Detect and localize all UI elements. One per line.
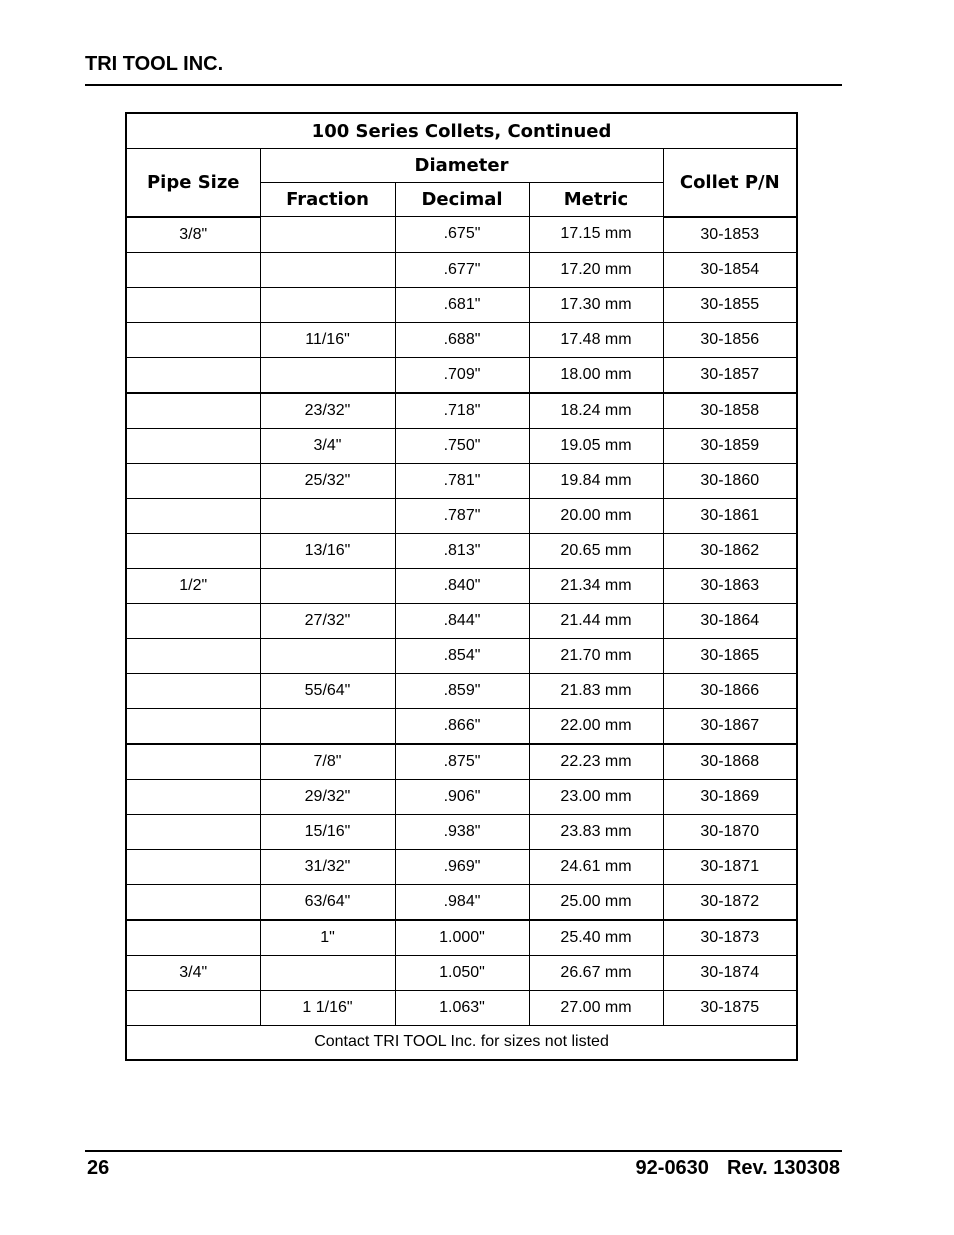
cell-pipe-size (126, 393, 260, 429)
cell-pipe-size: 3/4" (126, 955, 260, 990)
cell-collet-pn: 30-1854 (663, 252, 797, 287)
cell-collet-pn: 30-1873 (663, 920, 797, 956)
cell-fraction (260, 252, 395, 287)
cell-fraction: 7/8" (260, 744, 395, 780)
cell-decimal: .866" (395, 708, 529, 744)
cell-decimal: .675" (395, 217, 529, 253)
doc-revision (636, 1157, 840, 1180)
table-row (126, 814, 797, 849)
cell-collet-pn: 30-1868 (663, 744, 797, 780)
cell-metric: 23.83 mm (529, 814, 663, 849)
company-name: TRI TOOL INC. (85, 53, 224, 75)
cell-collet-pn: 30-1861 (663, 498, 797, 533)
table-row (126, 287, 797, 322)
table-row (126, 708, 797, 744)
cell-decimal: .875" (395, 744, 529, 780)
table-title: 100 Series Collets, Continued (126, 113, 797, 149)
table-row (126, 428, 797, 463)
cell-decimal: 1.050" (395, 955, 529, 990)
cell-pipe-size (126, 884, 260, 920)
table-note: Contact TRI TOOL Inc. for sizes not listed (126, 1025, 797, 1060)
cell-fraction: 27/32" (260, 603, 395, 638)
cell-collet-pn: 30-1859 (663, 428, 797, 463)
table-row (126, 533, 797, 568)
cell-pipe-size (126, 287, 260, 322)
cell-decimal: .709" (395, 357, 529, 393)
cell-decimal: .750" (395, 428, 529, 463)
cell-metric: 22.00 mm (529, 708, 663, 744)
cell-fraction: 63/64" (260, 884, 395, 920)
cell-pipe-size (126, 814, 260, 849)
cell-fraction (260, 955, 395, 990)
collets-table (125, 112, 798, 1061)
table-row (126, 638, 797, 673)
cell-fraction: 25/32" (260, 463, 395, 498)
table-row (126, 603, 797, 638)
cell-metric: 20.65 mm (529, 533, 663, 568)
cell-fraction (260, 287, 395, 322)
cell-collet-pn: 30-1872 (663, 884, 797, 920)
cell-metric: 21.83 mm (529, 673, 663, 708)
cell-metric: 21.44 mm (529, 603, 663, 638)
cell-metric: 18.24 mm (529, 393, 663, 429)
cell-collet-pn: 30-1866 (663, 673, 797, 708)
cell-collet-pn: 30-1856 (663, 322, 797, 357)
table-row (126, 393, 797, 429)
col-header-decimal: Decimal (395, 183, 529, 217)
cell-collet-pn: 30-1875 (663, 990, 797, 1025)
cell-fraction: 29/32" (260, 779, 395, 814)
cell-metric: 25.40 mm (529, 920, 663, 956)
cell-decimal: .906" (395, 779, 529, 814)
cell-pipe-size (126, 428, 260, 463)
cell-collet-pn: 30-1857 (663, 357, 797, 393)
cell-pipe-size: 3/8" (126, 217, 260, 253)
cell-decimal: .854" (395, 638, 529, 673)
page-number: 26 (87, 1157, 110, 1179)
table-row (126, 955, 797, 990)
table-row (126, 673, 797, 708)
cell-fraction (260, 638, 395, 673)
cell-fraction (260, 568, 395, 603)
col-header-metric: Metric (529, 183, 663, 217)
cell-decimal: .688" (395, 322, 529, 357)
cell-decimal: .969" (395, 849, 529, 884)
cell-decimal: .859" (395, 673, 529, 708)
cell-collet-pn: 30-1874 (663, 955, 797, 990)
cell-fraction: 15/16" (260, 814, 395, 849)
cell-collet-pn: 30-1855 (663, 287, 797, 322)
revision: Rev. 130308 (726, 1157, 840, 1179)
cell-fraction (260, 708, 395, 744)
cell-metric: 20.00 mm (529, 498, 663, 533)
cell-fraction (260, 357, 395, 393)
cell-collet-pn: 30-1858 (663, 393, 797, 429)
cell-fraction: 31/32" (260, 849, 395, 884)
cell-collet-pn: 30-1871 (663, 849, 797, 884)
cell-metric: 21.70 mm (529, 638, 663, 673)
cell-metric: 23.00 mm (529, 779, 663, 814)
cell-pipe-size (126, 463, 260, 498)
cell-fraction: 23/32" (260, 393, 395, 429)
cell-pipe-size (126, 990, 260, 1025)
col-header-pipe-size: Pipe Size (126, 149, 260, 217)
cell-collet-pn: 30-1862 (663, 533, 797, 568)
cell-pipe-size: 1/2" (126, 568, 260, 603)
cell-metric: 22.23 mm (529, 744, 663, 780)
table-row (126, 217, 797, 253)
cell-collet-pn: 30-1870 (663, 814, 797, 849)
table-row (126, 322, 797, 357)
cell-metric: 19.84 mm (529, 463, 663, 498)
cell-pipe-size (126, 744, 260, 780)
table-row (126, 498, 797, 533)
cell-pipe-size (126, 708, 260, 744)
cell-metric: 19.05 mm (529, 428, 663, 463)
cell-fraction: 1" (260, 920, 395, 956)
cell-collet-pn: 30-1853 (663, 217, 797, 253)
cell-pipe-size (126, 920, 260, 956)
table-body (126, 217, 797, 1026)
table-row (126, 357, 797, 393)
table-row (126, 252, 797, 287)
cell-metric: 17.20 mm (529, 252, 663, 287)
cell-metric: 17.48 mm (529, 322, 663, 357)
page-header (85, 53, 842, 86)
cell-decimal: 1.000" (395, 920, 529, 956)
cell-metric: 26.67 mm (529, 955, 663, 990)
cell-collet-pn: 30-1864 (663, 603, 797, 638)
cell-fraction: 11/16" (260, 322, 395, 357)
table-row (126, 779, 797, 814)
cell-fraction: 1 1/16" (260, 990, 395, 1025)
table-row (126, 568, 797, 603)
cell-fraction: 3/4" (260, 428, 395, 463)
cell-decimal: .677" (395, 252, 529, 287)
cell-decimal: .718" (395, 393, 529, 429)
cell-fraction (260, 217, 395, 253)
cell-decimal: .844" (395, 603, 529, 638)
cell-metric: 17.30 mm (529, 287, 663, 322)
col-header-diameter: Diameter (260, 149, 663, 183)
table-row (126, 884, 797, 920)
cell-decimal: .787" (395, 498, 529, 533)
table-row (126, 463, 797, 498)
cell-pipe-size (126, 638, 260, 673)
col-header-collet-pn: Collet P/N (663, 149, 797, 217)
cell-pipe-size (126, 603, 260, 638)
cell-pipe-size (126, 849, 260, 884)
cell-metric: 24.61 mm (529, 849, 663, 884)
table-row (126, 744, 797, 780)
cell-collet-pn: 30-1865 (663, 638, 797, 673)
table-row (126, 920, 797, 956)
cell-metric: 18.00 mm (529, 357, 663, 393)
cell-metric: 17.15 mm (529, 217, 663, 253)
cell-decimal: .681" (395, 287, 529, 322)
cell-decimal: .938" (395, 814, 529, 849)
cell-pipe-size (126, 779, 260, 814)
cell-fraction (260, 498, 395, 533)
cell-fraction: 13/16" (260, 533, 395, 568)
cell-metric: 21.34 mm (529, 568, 663, 603)
table-row (126, 849, 797, 884)
cell-collet-pn: 30-1867 (663, 708, 797, 744)
doc-number: 92-0630 (635, 1157, 709, 1179)
cell-pipe-size (126, 357, 260, 393)
page-footer (85, 1150, 842, 1192)
table-row (126, 990, 797, 1025)
cell-collet-pn: 30-1863 (663, 568, 797, 603)
cell-pipe-size (126, 322, 260, 357)
cell-metric: 27.00 mm (529, 990, 663, 1025)
cell-pipe-size (126, 498, 260, 533)
cell-collet-pn: 30-1869 (663, 779, 797, 814)
cell-pipe-size (126, 673, 260, 708)
cell-decimal: 1.063" (395, 990, 529, 1025)
cell-pipe-size (126, 533, 260, 568)
cell-pipe-size (126, 252, 260, 287)
cell-decimal: .781" (395, 463, 529, 498)
cell-metric: 25.00 mm (529, 884, 663, 920)
cell-collet-pn: 30-1860 (663, 463, 797, 498)
cell-decimal: .840" (395, 568, 529, 603)
cell-fraction: 55/64" (260, 673, 395, 708)
col-header-fraction: Fraction (260, 183, 395, 217)
cell-decimal: .813" (395, 533, 529, 568)
cell-decimal: .984" (395, 884, 529, 920)
